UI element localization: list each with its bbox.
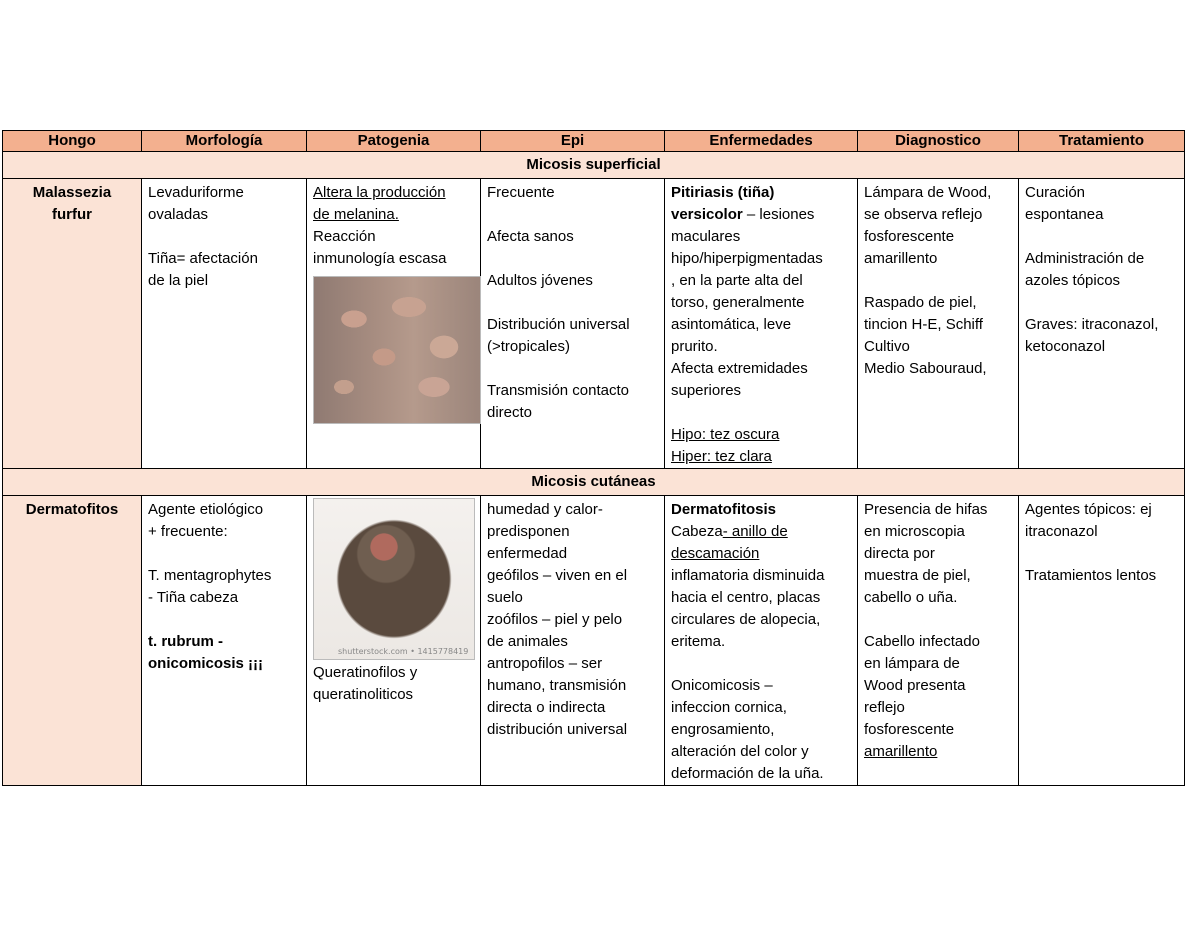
cell-line [487,292,658,314]
cell-line: ketoconazol [1025,338,1106,355]
cell-line: suelo [487,589,523,606]
cell-line: reflejo [864,699,905,716]
cell-line [671,402,851,424]
cell-line: Cabello infectado [864,633,980,650]
cell-line: Reacción [313,228,376,245]
underlined-text: - anillo de [722,523,788,540]
cell-line: humedad y calor- [487,501,603,518]
cell-line: Lámpara de Wood, [864,184,992,201]
hongo-cell [3,496,142,786]
patogenia-cell [307,179,481,469]
cell-line: itraconazol [1025,523,1098,540]
cell-line: Raspado de piel, [864,294,977,311]
header-diagnostico: Diagnostico [858,131,1019,152]
mycosis-table [2,130,1185,786]
cell-line: Agente etiológico [148,501,264,518]
cell-line [864,609,1012,631]
cell-line: ovaladas [148,206,209,223]
cell-line: amarillento [864,250,938,267]
cell-line: Afecta extremidades [671,360,808,377]
cell-line: Afecta sanos [487,228,574,245]
cell-line: Graves: itraconazol, [1025,316,1159,333]
cell-line: directo [487,404,533,421]
cell-line: Tratamientos lentos [1025,567,1157,584]
cell-line: Frecuente [487,184,555,201]
cell-line: directa o indirecta [487,699,606,716]
section-title: Micosis cutáneas [3,469,1185,496]
cell-line: Wood presenta [864,677,966,694]
cell-line [487,248,658,270]
cell-line [487,358,658,380]
cell-line: Administración de [1025,250,1145,267]
cell-line: hipo/hiperpigmentadas [671,250,823,267]
skin-lesion-photo [313,276,481,424]
cell-line: Adultos jóvenes [487,272,593,289]
cell-line: + frecuente: [148,523,228,540]
cell-line: deformación de la uña. [671,765,824,782]
cell-line [148,543,300,565]
cell-line [864,270,1012,292]
cell-line [148,226,300,248]
tratamiento-cell [1019,179,1185,469]
cell-line: T. mentagrophytes [148,567,272,584]
photo-watermark: shutterstock.com • 1415778419 [338,647,469,656]
cell-line: hacia el centro, placas [671,589,821,606]
cell-line: Curación [1025,184,1086,201]
section-row-cutaneas [3,469,1185,496]
cell-line: alteración del color y [671,743,809,760]
diagnostico-cell [858,179,1019,469]
cell-line: predisponen [487,523,570,540]
epi-cell [481,496,665,786]
hongo-name: Malassezia [32,184,112,201]
cell-line [1025,226,1178,248]
cell-line: enfermedad [487,545,568,562]
cell-line [671,653,851,675]
cell-line: onicomicosis ¡¡¡ [148,655,264,672]
hongo-cell [3,179,142,469]
cell-line: Agentes tópicos: ej [1025,501,1152,518]
hongo-name: furfur [52,206,92,223]
cell-line [1025,543,1178,565]
tratamiento-cell [1019,496,1185,786]
cell-line [1025,292,1178,314]
cell-line: tincion H-E, Schiff [864,316,983,333]
enfermedades-cell [665,496,858,786]
cell-line: (>tropicales) [487,338,570,355]
morfologia-cell [142,496,307,786]
cell-line: Onicomicosis – [671,677,773,694]
cell-line: inmunología escasa [313,250,447,267]
cell-line: cabello o uña. [864,589,958,606]
epi-cell [481,179,665,469]
header-patogenia: Patogenia [307,131,481,152]
cell-line: de melanina. [313,206,399,223]
header-hongo: Hongo [3,131,142,152]
cell-line: Hipo: tez oscura [671,426,780,443]
cell-line: espontanea [1025,206,1104,223]
cell-line: Dermatofitosis [671,501,777,518]
cell-line: humano, transmisión [487,677,627,694]
cell-line: Hiper: tez clara [671,448,772,465]
text: Cabeza [671,523,723,540]
cell-line: amarillento [864,743,938,760]
cell-line: Medio Sabouraud, [864,360,987,377]
cell-line: Presencia de hifas [864,501,988,518]
cell-line: Transmisión contacto [487,382,630,399]
cell-line: eritema. [671,633,726,650]
cell-line: Pitiriasis (tiña) [671,184,775,201]
cell-line: Distribución universal [487,316,630,333]
cell-line: directa por [864,545,935,562]
cell-line: circulares de alopecia, [671,611,821,628]
cell-line: de la piel [148,272,209,289]
patogenia-cell [307,496,481,786]
cell-line: queratinoliticos [313,686,414,703]
header-tratamiento: Tratamiento [1019,131,1185,152]
cell-line: fosforescente [864,721,955,738]
cell-line: zoófilos – piel y pelo [487,611,623,628]
hongo-name: Dermatofitos [25,501,119,518]
cell-line: superiores [671,382,742,399]
cell-line: de animales [487,633,568,650]
cell-line: geófilos – viven en el [487,567,628,584]
cell-line: azoles tópicos [1025,272,1121,289]
cell-line: en microscopia [864,523,965,540]
cell-line: Tiña= afectación [148,250,258,267]
cell-line [671,204,851,226]
scalp-ringworm-photo [313,498,475,660]
cell-line: muestra de piel, [864,567,971,584]
cell-line: Cultivo [864,338,910,355]
cell-line: en lámpara de [864,655,960,672]
table-row [3,496,1185,786]
cell-line: asintomática, leve [671,316,792,333]
cell-line: Queratinofilos y [313,664,418,681]
cell-line: fosforescente [864,228,955,245]
header-morfologia: Morfología [142,131,307,152]
cell-line: prurito. [671,338,718,355]
enfermedades-cell [665,179,858,469]
cell-line: engrosamiento, [671,721,775,738]
cell-line: antropofilos – ser [487,655,603,672]
cell-line: Levaduriforme [148,184,244,201]
cell-line: , en la parte alta del [671,272,803,289]
cell-line [671,521,851,543]
table-row [3,179,1185,469]
cell-line [487,204,658,226]
header-row [3,131,1185,152]
cell-line: distribución universal [487,721,628,738]
diagnostico-cell [858,496,1019,786]
morfologia-cell [142,179,307,469]
cell-line: maculares [671,228,741,245]
section-row-superficial [3,152,1185,179]
cell-line: inflamatoria disminuida [671,567,825,584]
cell-line: t. rubrum - [148,633,223,650]
cell-line: descamación [671,545,760,562]
section-title: Micosis superficial [3,152,1185,179]
cell-line: Altera la producción [313,184,446,201]
cell-line [148,609,300,631]
bold-text: versicolor [671,206,743,223]
cell-line: torso, generalmente [671,294,805,311]
header-enfermedades: Enfermedades [665,131,858,152]
cell-line: - Tiña cabeza [148,589,239,606]
text: – lesiones [742,206,815,223]
cell-line: infeccion cornica, [671,699,787,716]
cell-line: se observa reflejo [864,206,983,223]
header-epi: Epi [481,131,665,152]
